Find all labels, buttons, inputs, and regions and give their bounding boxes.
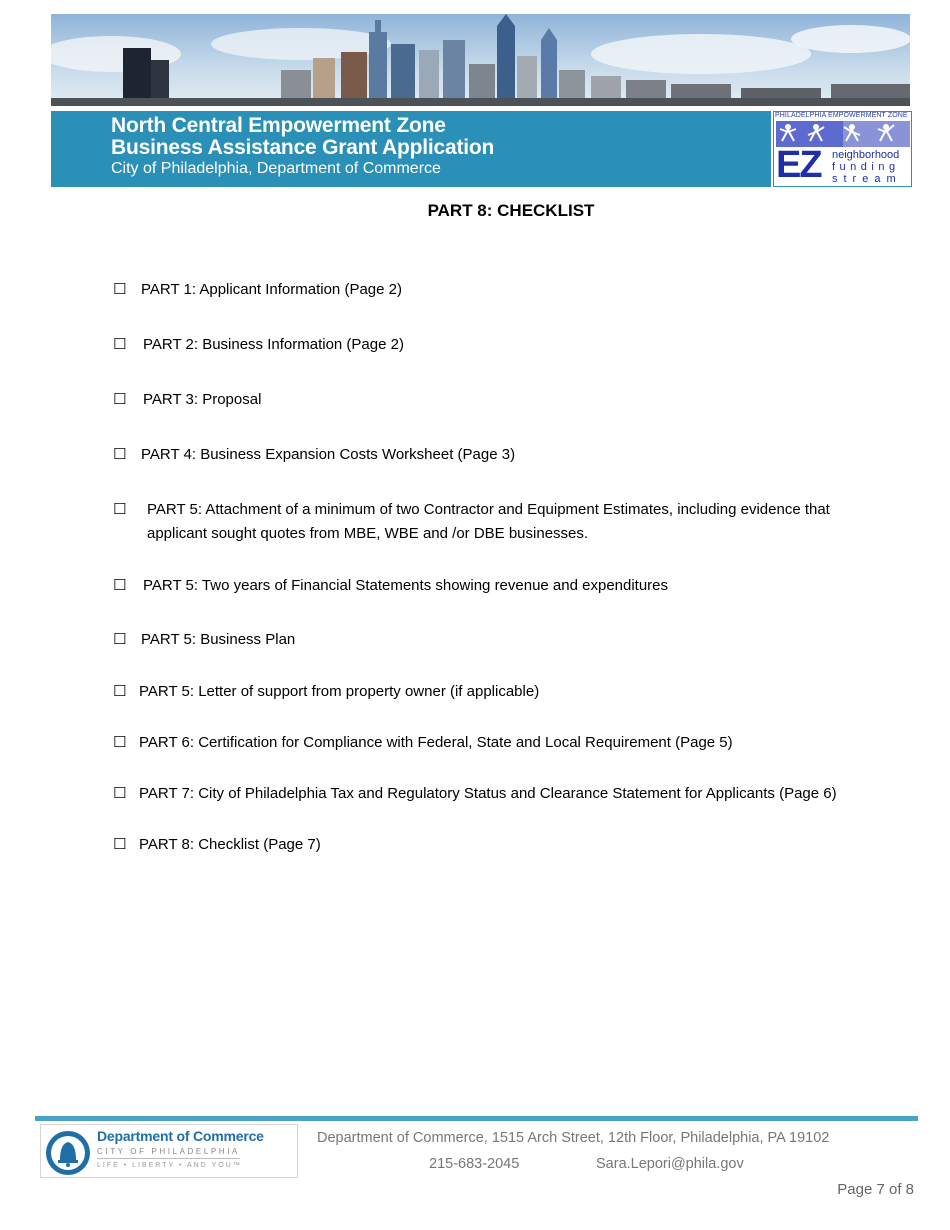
commerce-logo-motto: LIFE • LIBERTY • AND YOU™: [97, 1162, 242, 1169]
checklist-item[interactable]: [113, 574, 893, 598]
page-title: PART 8: CHECKLIST: [427, 201, 595, 220]
checklist-item[interactable]: [113, 333, 893, 357]
liberty-bell-seal-icon: [45, 1130, 91, 1176]
commerce-logo-city: CITY OF PHILADELPHIA: [97, 1147, 240, 1159]
checkbox-icon[interactable]: ☐: [113, 631, 127, 648]
ez-logo-word3: stream: [832, 173, 902, 185]
footer-divider: [35, 1116, 918, 1121]
skyline-photo: [51, 14, 910, 106]
ez-logo-word1: neighborhood: [832, 149, 900, 161]
ez-logo-big-text: EZ: [776, 144, 821, 186]
checklist-item-label: PART 8: Checklist (Page 7): [139, 836, 321, 853]
checkbox-icon[interactable]: ☐: [113, 336, 127, 353]
checklist-item[interactable]: [113, 833, 893, 857]
checklist-item[interactable]: [113, 782, 893, 806]
page-number: Page 7 of 8: [837, 1181, 914, 1198]
checklist-item-label: PART 5: Attachment of a minimum of two Contractor and Equipment Estimates, including evidence that applicant sought quotes from MBE, WBE and /or DBE businesses.: [147, 501, 830, 542]
checklist-item[interactable]: [113, 731, 893, 755]
checklist-item-label: PART 7: City of Philadelphia Tax and Regulatory Status and Clearance Statement for Applicants (Page 6): [139, 785, 837, 802]
checklist-item-label: PART 5: Business Plan: [141, 631, 296, 648]
checkbox-icon[interactable]: ☐: [113, 446, 127, 463]
ez-logo: [773, 111, 912, 187]
checklist-item-label: PART 5: Letter of support from property owner (if applicable): [139, 683, 540, 700]
checklist-item[interactable]: [113, 628, 893, 652]
ez-logo-word2: funding: [832, 161, 900, 173]
footer-email[interactable]: Sara.Lepori@phila.gov: [596, 1156, 744, 1172]
header-title-line2: Business Assistance Grant Application: [111, 136, 495, 159]
ez-logo-top-text: PHILADELPHIA EMPOWERMENT ZONE: [775, 112, 908, 119]
header-banner: [51, 111, 771, 187]
checkbox-icon[interactable]: ☐: [113, 785, 127, 802]
checkbox-icon[interactable]: ☐: [113, 683, 127, 700]
checklist-item[interactable]: [113, 443, 893, 467]
checkbox-icon[interactable]: ☐: [113, 281, 127, 298]
checklist-item-label: PART 6: Certification for Compliance with Federal, State and Local Requirement (Page 5): [139, 734, 733, 751]
ez-logo-words: [832, 149, 902, 185]
checkbox-icon[interactable]: ☐: [113, 836, 127, 853]
checkbox-icon[interactable]: ☐: [113, 734, 127, 751]
checkbox-icon[interactable]: ☐: [113, 501, 127, 518]
header-title-line1: North Central Empowerment Zone: [111, 114, 446, 137]
checklist-item-label: PART 4: Business Expansion Costs Worksheet (Page 3): [141, 446, 516, 463]
checklist-item[interactable]: [113, 388, 893, 412]
checkbox-icon[interactable]: ☐: [113, 577, 127, 594]
checklist-item[interactable]: [113, 498, 893, 546]
checklist-item-label: PART 5: Two years of Financial Statements showing revenue and expenditures: [143, 577, 669, 594]
footer-address: Department of Commerce, 1515 Arch Street, 12th Floor, Philadelphia, PA 19102: [317, 1130, 830, 1146]
checklist-item[interactable]: [113, 278, 893, 302]
checklist-item-label: PART 1: Applicant Information (Page 2): [141, 281, 402, 298]
commerce-logo: [40, 1124, 298, 1178]
checklist-item-label: PART 3: Proposal: [143, 391, 262, 408]
footer-phone: 215-683-2045: [429, 1156, 520, 1172]
commerce-logo-title: Department of Commerce: [97, 1128, 264, 1144]
header-subtitle: City of Philadelphia, Department of Commerce: [111, 160, 441, 177]
checkbox-icon[interactable]: ☐: [113, 391, 127, 408]
checklist-item-label: PART 2: Business Information (Page 2): [143, 336, 404, 353]
checklist-item[interactable]: [113, 680, 893, 704]
